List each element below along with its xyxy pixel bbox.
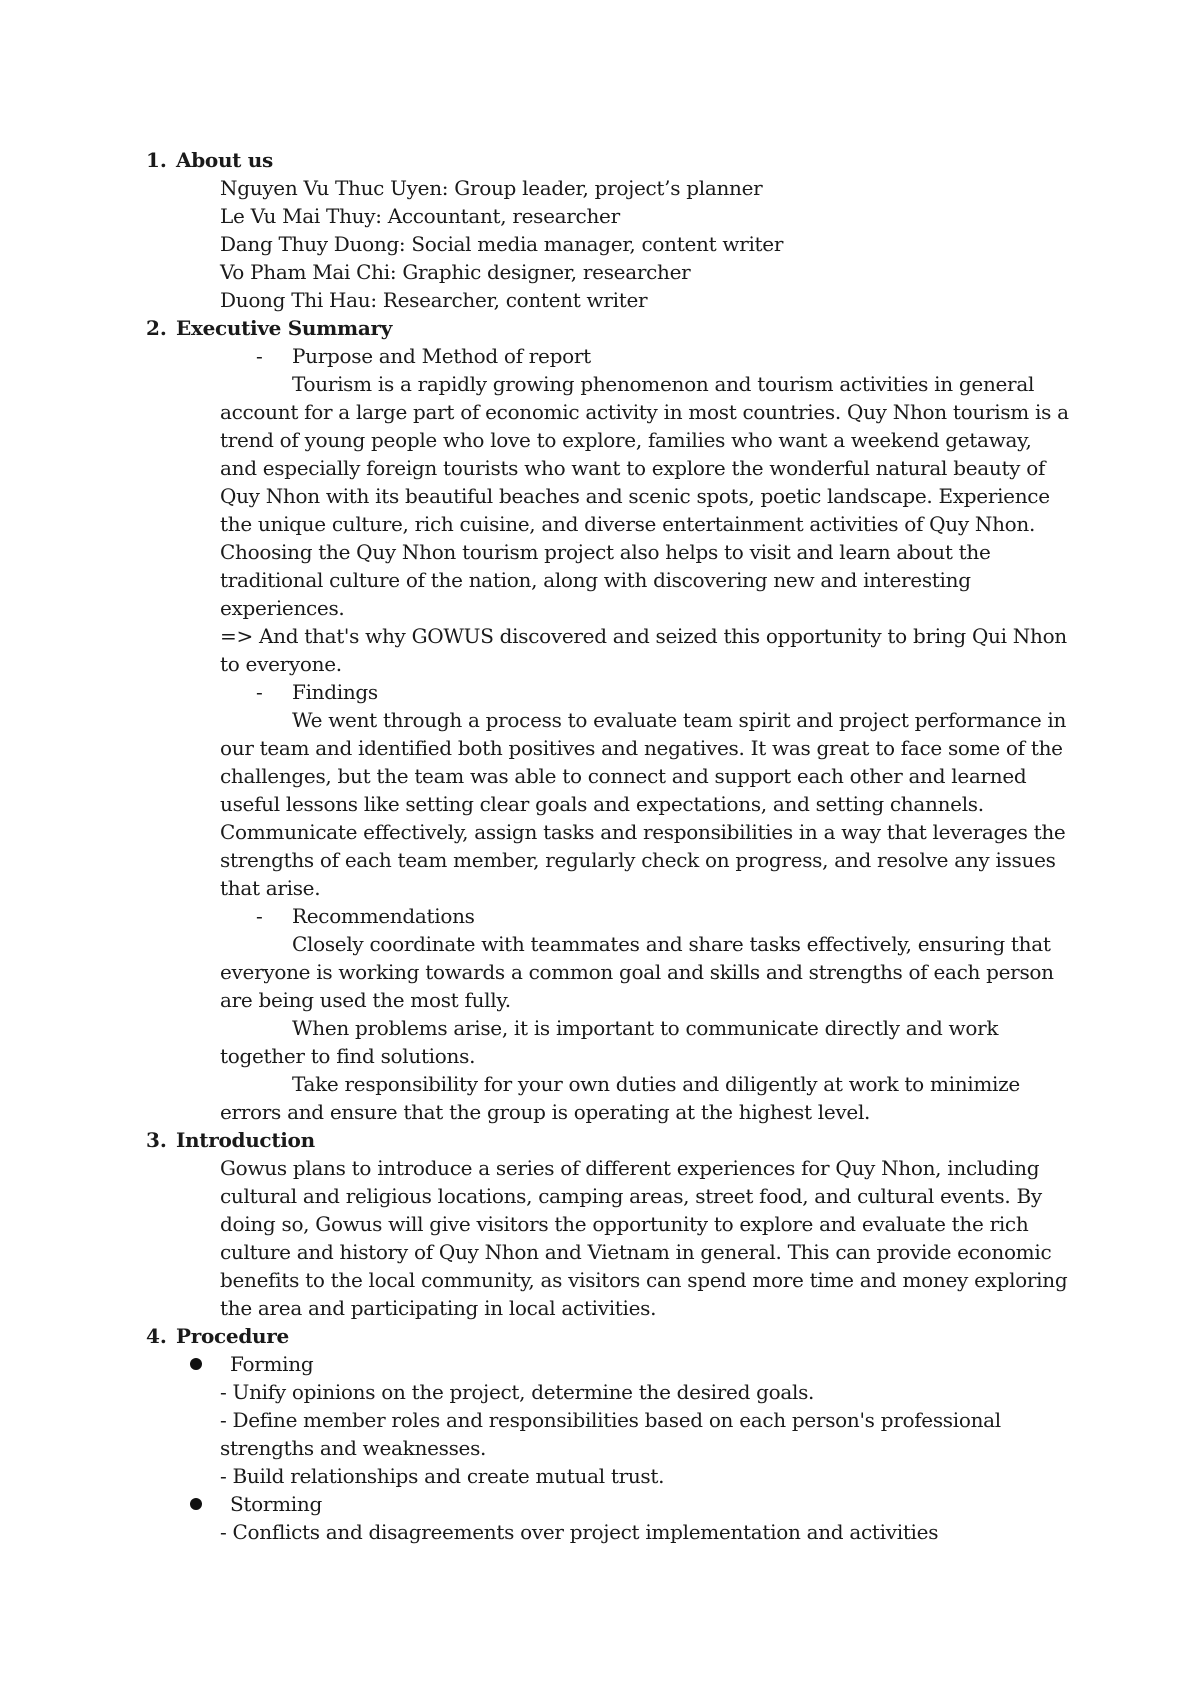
paragraph-line: experiences. (220, 596, 345, 620)
subheading-recommendations: Recommendations (292, 904, 475, 928)
paragraph-line: Take responsibility for your own duties and diligently at work to minimize (292, 1072, 1020, 1096)
dash-marker: - (256, 904, 263, 928)
section-number-introduction: 3. (146, 1128, 167, 1152)
paragraph-line: and especially foreign tourists who want to explore the wonderful natural beauty of (220, 456, 1046, 480)
paragraph-line: to everyone. (220, 652, 342, 676)
paragraph-line: account for a large part of economic activity in most countries. Quy Nhon tourism is a (220, 400, 1069, 424)
paragraph-line: We went through a process to evaluate team spirit and project performance in (292, 708, 1067, 732)
paragraph-line: => And that's why GOWUS discovered and seized this opportunity to bring Qui Nhon (220, 624, 1067, 648)
bullet-icon (190, 1358, 202, 1370)
paragraph-line: useful lessons like setting clear goals and expectations, and setting channels. (220, 792, 984, 816)
paragraph-line: strengths of each team member, regularly check on progress, and resolve any issues (220, 848, 1056, 872)
paragraph-line: Gowus plans to introduce a series of different experiences for Quy Nhon, including (220, 1156, 1040, 1180)
paragraph-line: Choosing the Quy Nhon tourism project also helps to visit and learn about the (220, 540, 991, 564)
section-number-about: 1. (146, 148, 167, 172)
section-number-executive: 2. (146, 316, 167, 340)
member-line: Vo Pham Mai Chi: Graphic designer, researcher (220, 260, 691, 284)
paragraph-line: - Unify opinions on the project, determine the desired goals. (220, 1380, 815, 1404)
paragraph-line: our team and identified both positives and negatives. It was great to face some of the (220, 736, 1063, 760)
subheading-purpose: Purpose and Method of report (292, 344, 591, 368)
member-line: Le Vu Mai Thuy: Accountant, researcher (220, 204, 620, 228)
dash-marker: - (256, 344, 263, 368)
member-line: Dang Thuy Duong: Social media manager, content writer (220, 232, 784, 256)
subheading-findings: Findings (292, 680, 378, 704)
paragraph-line: - Build relationships and create mutual trust. (220, 1464, 665, 1488)
paragraph-line: traditional culture of the nation, along with discovering new and interesting (220, 568, 971, 592)
member-line: Duong Thi Hau: Researcher, content writer (220, 288, 648, 312)
paragraph-line: cultural and religious locations, camping areas, street food, and cultural events. By (220, 1184, 1042, 1208)
subheading-forming: Forming (230, 1352, 314, 1376)
paragraph-line: Closely coordinate with teammates and share tasks effectively, ensuring that (292, 932, 1051, 956)
section-title-procedure: Procedure (176, 1324, 289, 1348)
paragraph-line: doing so, Gowus will give visitors the opportunity to explore and evaluate the rich (220, 1212, 1029, 1236)
paragraph-line: Quy Nhon with its beautiful beaches and scenic spots, poetic landscape. Experience (220, 484, 1050, 508)
paragraph-line: strengths and weaknesses. (220, 1436, 487, 1460)
paragraph-line: the area and participating in local activities. (220, 1296, 657, 1320)
section-title-executive: Executive Summary (176, 316, 393, 340)
paragraph-line: are being used the most fully. (220, 988, 511, 1012)
section-title-introduction: Introduction (176, 1128, 315, 1152)
paragraph-line: - Conflicts and disagreements over project implementation and activities (220, 1520, 939, 1544)
paragraph-line: together to find solutions. (220, 1044, 476, 1068)
paragraph-line: everyone is working towards a common goal and skills and strengths of each person (220, 960, 1054, 984)
paragraph-line: that arise. (220, 876, 321, 900)
paragraph-line: the unique culture, rich cuisine, and diverse entertainment activities of Quy Nhon. (220, 512, 1036, 536)
bullet-icon (190, 1498, 202, 1510)
section-title-about: About us (176, 148, 273, 172)
section-number-procedure: 4. (146, 1324, 167, 1348)
subheading-storming: Storming (230, 1492, 322, 1516)
dash-marker: - (256, 680, 263, 704)
paragraph-line: Tourism is a rapidly growing phenomenon and tourism activities in general (292, 372, 1035, 396)
paragraph-line: trend of young people who love to explore, families who want a weekend getaway, (220, 428, 1032, 452)
paragraph-line: When problems arise, it is important to communicate directly and work (292, 1016, 999, 1040)
paragraph-line: - Define member roles and responsibilities based on each person's professional (220, 1408, 1001, 1432)
paragraph-line: culture and history of Quy Nhon and Vietnam in general. This can provide economic (220, 1240, 1052, 1264)
paragraph-line: errors and ensure that the group is operating at the highest level. (220, 1100, 871, 1124)
member-line: Nguyen Vu Thuc Uyen: Group leader, project’s planner (220, 176, 763, 200)
paragraph-line: challenges, but the team was able to connect and support each other and learned (220, 764, 1027, 788)
paragraph-line: Communicate effectively, assign tasks and responsibilities in a way that leverages the (220, 820, 1066, 844)
paragraph-line: benefits to the local community, as visitors can spend more time and money exploring (220, 1268, 1068, 1292)
